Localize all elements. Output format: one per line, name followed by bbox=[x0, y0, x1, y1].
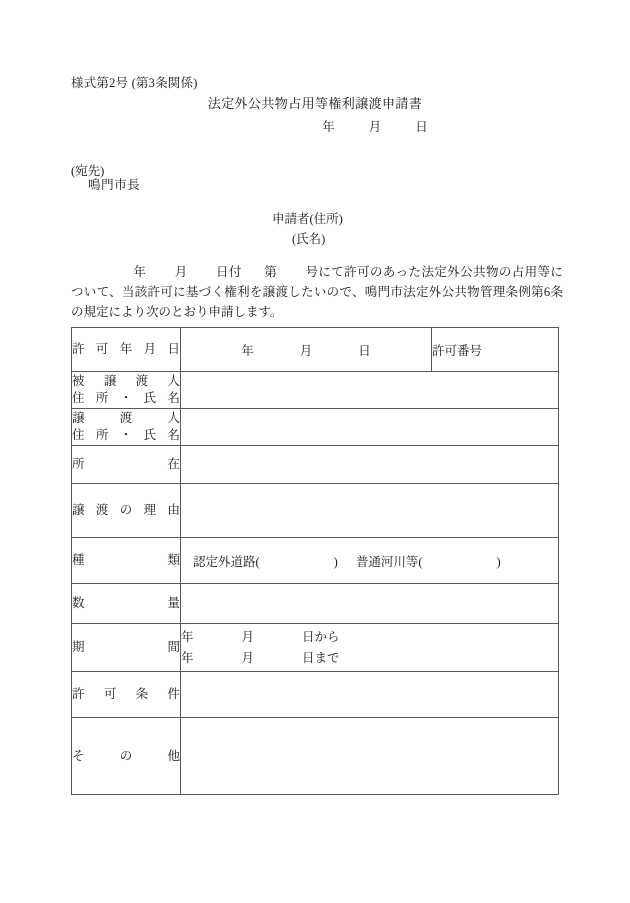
row-label-other: その他 bbox=[72, 718, 181, 795]
period-to-day: 日まで bbox=[302, 650, 340, 665]
cell-quantity-value[interactable] bbox=[181, 584, 559, 624]
addressee-label: (宛先) bbox=[71, 164, 105, 178]
form-number: 様式第2号 (第3条関係) bbox=[71, 76, 198, 90]
table-row-other bbox=[72, 718, 559, 795]
cell-transferor-value[interactable] bbox=[181, 409, 559, 446]
applicant-name-label: (氏名) bbox=[292, 232, 326, 246]
row-label-permit-date: 許可年月日 bbox=[72, 328, 181, 372]
row-label-conditions: 許可条件 bbox=[72, 672, 181, 718]
period-from-year: 年 bbox=[181, 629, 194, 644]
application-table bbox=[71, 327, 559, 795]
kind-river-close: ) bbox=[496, 554, 501, 569]
body-line3: より次のとおり申請します。 bbox=[121, 305, 283, 319]
cell-transferee-value[interactable] bbox=[181, 372, 559, 409]
row-label-transferee: 被譲渡人 住所・氏名 bbox=[72, 372, 181, 409]
permit-date-month: 月 bbox=[299, 343, 313, 358]
table-row-location bbox=[72, 446, 559, 484]
row-label-reason: 譲渡の理由 bbox=[72, 484, 181, 538]
kind-road-close: ) bbox=[333, 554, 338, 569]
cell-reason-value[interactable] bbox=[181, 484, 559, 538]
page-title: 法定外公共物占用等権利譲渡申請書 bbox=[207, 96, 423, 111]
header-date-line bbox=[0, 117, 630, 135]
period-to-line bbox=[181, 648, 558, 669]
table-row-quantity bbox=[72, 584, 559, 624]
body-month: 月 bbox=[174, 265, 188, 279]
body-line2: て、当該許可に基づく権利を譲渡したいので、鳴門市法定外公共物管理条例第6条の規定に bbox=[71, 285, 563, 319]
row-label-transferor: 譲渡人 住所・氏名 bbox=[72, 409, 181, 446]
period-from-month: 月 bbox=[241, 629, 255, 644]
table-row-kind bbox=[72, 538, 559, 584]
period-to-month: 月 bbox=[241, 650, 255, 665]
addressee-name: 鳴門市長 bbox=[88, 178, 141, 192]
cell-conditions-value[interactable] bbox=[181, 672, 559, 718]
cell-permit-date-value[interactable] bbox=[181, 328, 432, 372]
row-label-period: 期間 bbox=[72, 624, 181, 672]
cell-permit-number[interactable] bbox=[432, 328, 559, 372]
cell-kind-value[interactable] bbox=[181, 538, 559, 584]
cell-period-value[interactable] bbox=[181, 624, 559, 672]
period-to-year: 年 bbox=[181, 650, 194, 665]
row-label-location: 所在 bbox=[72, 446, 181, 484]
row-label-kind: 種類 bbox=[72, 538, 181, 584]
header-date-year: 年 bbox=[322, 120, 335, 134]
table-row-reason bbox=[72, 484, 559, 538]
table-row-permit-date bbox=[72, 328, 559, 372]
applicant-address-row bbox=[0, 209, 630, 229]
header-date-day: 日 bbox=[415, 120, 428, 134]
body-paragraph bbox=[71, 262, 563, 322]
body-dai: 第 bbox=[263, 265, 278, 279]
applicant-name-row bbox=[0, 229, 630, 249]
permit-date-day: 日 bbox=[358, 343, 371, 358]
permit-number-label: 許可番号 bbox=[432, 343, 483, 358]
kind-river-label: 普通河川等( bbox=[355, 554, 423, 569]
table-row-transferee bbox=[72, 372, 559, 409]
kind-road-label: 認定外道路( bbox=[193, 554, 260, 569]
table-row-transferor bbox=[72, 409, 559, 446]
body-year: 年 bbox=[133, 265, 147, 279]
period-from-day: 日から bbox=[302, 629, 340, 644]
permit-date-year: 年 bbox=[241, 343, 254, 358]
cell-location-value[interactable] bbox=[181, 446, 559, 484]
body-day-fu: 日付 bbox=[215, 265, 242, 279]
body-line1-rest: 号にて許可のあった法定外公共物の占用等につい bbox=[71, 265, 563, 299]
applicant-block bbox=[0, 209, 630, 249]
period-from-line bbox=[181, 627, 558, 648]
cell-other-value[interactable] bbox=[181, 718, 559, 795]
header-date-month: 月 bbox=[368, 120, 382, 134]
table-row-conditions bbox=[72, 672, 559, 718]
applicant-address-label: 申請者(住所) bbox=[272, 212, 343, 226]
row-label-quantity: 数量 bbox=[72, 584, 181, 624]
table-row-period bbox=[72, 624, 559, 672]
